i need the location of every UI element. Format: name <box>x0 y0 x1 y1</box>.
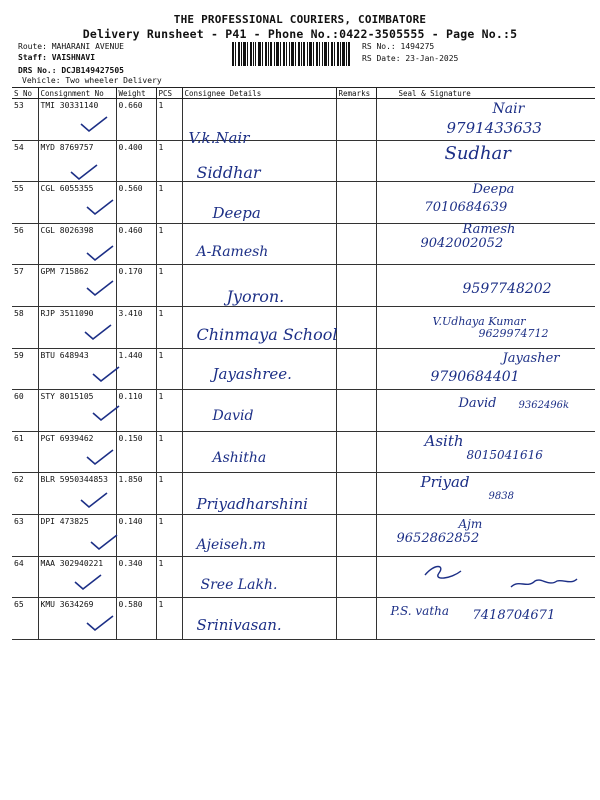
table-row <box>12 348 595 390</box>
table-row <box>12 99 595 141</box>
cell-consignee <box>182 265 336 307</box>
cell-pcs: 1 <box>156 348 182 390</box>
rs-date: RS Date: 23-Jan-2025 <box>362 54 459 63</box>
checkmark-icon <box>79 115 109 133</box>
cell-signature <box>376 431 595 473</box>
checkmark-icon <box>89 533 119 551</box>
consignee-handwriting: Jayashree. <box>212 364 292 383</box>
cell-weight: 0.660 <box>116 99 156 141</box>
cell-sno: 65 <box>12 598 38 640</box>
cell-signature <box>376 598 595 640</box>
cell-pcs: 1 <box>156 598 182 640</box>
cell-consignment <box>38 223 116 265</box>
route-label: Route: MAHARANI AVENUE <box>18 42 124 51</box>
consignment-number: RJP 3511090 <box>40 308 94 318</box>
signature-scribble <box>421 561 581 593</box>
consignment-number: MYD 8769757 <box>40 142 94 152</box>
cell-sno: 58 <box>12 306 38 348</box>
checkmark-icon <box>85 198 115 216</box>
consignment-number: CGL 8026398 <box>40 225 94 235</box>
consignee-handwriting: Deepa <box>212 204 261 223</box>
cell-weight: 0.170 <box>116 265 156 307</box>
cell-remarks <box>336 431 376 473</box>
cell-pcs: 1 <box>156 306 182 348</box>
cell-sno: 56 <box>12 223 38 265</box>
consignee-handwriting: A-Ramesh <box>196 243 269 260</box>
consignment-number: MAA 302940221 <box>40 558 104 568</box>
cell-consignment <box>38 306 116 348</box>
checkmark-icon <box>85 279 115 297</box>
cell-remarks <box>336 306 376 348</box>
consignment-number: BTU 648943 <box>40 350 89 360</box>
cell-consignment <box>38 348 116 390</box>
signature-handwriting: Jayasher <box>502 350 560 366</box>
col-remarks: Remarks <box>336 88 376 99</box>
cell-weight: 1.440 <box>116 348 156 390</box>
cell-consignment <box>38 99 116 141</box>
cell-signature <box>376 223 595 265</box>
checkmark-icon <box>83 323 113 341</box>
cell-consignee <box>182 182 336 224</box>
cell-sno: 55 <box>12 182 38 224</box>
cell-sno: 59 <box>12 348 38 390</box>
table-row <box>12 556 595 598</box>
cell-signature <box>376 265 595 307</box>
cell-consignment <box>38 431 116 473</box>
cell-consignee <box>182 556 336 598</box>
cell-sno: 53 <box>12 99 38 141</box>
cell-pcs: 1 <box>156 265 182 307</box>
table-row <box>12 265 595 307</box>
drs-number: DRS No.: DCJB149427505 <box>18 66 124 75</box>
consignee-handwriting: Sree Lakh. <box>200 576 278 593</box>
cell-weight: 0.340 <box>116 556 156 598</box>
cell-pcs: 1 <box>156 182 182 224</box>
signature-handwriting: Asith <box>424 431 464 450</box>
cell-pcs: 1 <box>156 431 182 473</box>
consignment-number: DPI 473825 <box>40 516 89 526</box>
cell-pcs: 1 <box>156 473 182 515</box>
consignee-handwriting: Ashitha <box>212 449 267 466</box>
cell-signature <box>376 99 595 141</box>
runsheet-title: Delivery Runsheet - P41 - Phone No.:0422-3505555 - Page No.:5 <box>82 27 518 41</box>
table-row <box>12 306 595 348</box>
cell-consignee <box>182 140 336 182</box>
consignment-number: GPM 715862 <box>40 267 89 277</box>
cell-weight: 1.850 <box>116 473 156 515</box>
signature-handwriting: Priyad <box>420 473 470 492</box>
cell-consignment <box>38 473 116 515</box>
checkmark-icon <box>79 491 109 509</box>
cell-consignee <box>182 306 336 348</box>
cell-sno: 57 <box>12 265 38 307</box>
cell-sno: 54 <box>12 140 38 182</box>
col-consignee: Consignee Details <box>182 88 336 99</box>
table-row <box>12 223 595 265</box>
cell-consignment <box>38 556 116 598</box>
cell-pcs: 1 <box>156 556 182 598</box>
cell-consignee <box>182 223 336 265</box>
cell-remarks <box>336 99 376 141</box>
cell-signature <box>376 306 595 348</box>
cell-weight: 0.140 <box>116 514 156 556</box>
company-title: THE PROFESSIONAL COURIERS, COIMBATORE <box>173 13 427 26</box>
signature-handwriting: Ramesh <box>462 221 516 237</box>
signature-handwriting: David <box>458 396 497 412</box>
phone-handwriting: 9629974712 <box>478 326 549 340</box>
cell-consignment <box>38 598 116 640</box>
rs-number: RS No.: 1494275 <box>362 42 435 51</box>
cell-weight: 0.400 <box>116 140 156 182</box>
cell-consignee <box>182 348 336 390</box>
cell-signature <box>376 348 595 390</box>
cell-weight: 0.150 <box>116 431 156 473</box>
cell-consignment <box>38 182 116 224</box>
signature-handwriting: P.S. vatha <box>390 604 450 619</box>
cell-pcs: 1 <box>156 140 182 182</box>
cell-remarks <box>336 223 376 265</box>
cell-pcs: 1 <box>156 514 182 556</box>
phone-handwriting: 9838 <box>488 491 514 503</box>
phone-handwriting: 9597748202 <box>462 281 552 298</box>
cell-consignee <box>182 99 336 147</box>
consignee-handwriting: Siddhar <box>196 162 261 182</box>
cell-consignment <box>38 140 116 182</box>
cell-remarks <box>336 140 376 182</box>
phone-handwriting: 9791433633 <box>446 119 542 137</box>
cell-signature <box>376 390 595 432</box>
consignment-number: CGL 6055355 <box>40 184 94 194</box>
col-consignment: Consignment No <box>38 88 116 99</box>
cell-consignee <box>182 390 336 432</box>
cell-signature <box>376 140 595 182</box>
cell-signature <box>376 473 595 515</box>
consignee-handwriting: V.k.Nair <box>188 129 250 147</box>
barcode <box>232 42 350 66</box>
cell-pcs: 1 <box>156 390 182 432</box>
cell-sno: 64 <box>12 556 38 598</box>
col-sno: S No <box>12 88 38 99</box>
table-row <box>12 390 595 432</box>
cell-pcs: 1 <box>156 99 182 141</box>
signature-handwriting: Deepa <box>472 182 515 198</box>
table-row <box>12 431 595 473</box>
checkmark-icon <box>85 448 115 466</box>
cell-signature <box>376 514 595 556</box>
phone-handwriting: 9652862852 <box>396 530 480 546</box>
signature-handwriting: V.Udhaya Kumar <box>432 314 526 328</box>
cell-consignee <box>182 514 336 556</box>
consignment-number: KMU 3634269 <box>40 600 94 610</box>
table-header-row <box>12 88 595 99</box>
consignee-handwriting: Ajeiseh.m <box>196 536 266 553</box>
table-row <box>12 473 595 515</box>
cell-remarks <box>336 598 376 640</box>
cell-consignee <box>182 431 336 473</box>
cell-weight: 0.460 <box>116 223 156 265</box>
runsheet-table <box>12 87 595 640</box>
cell-weight: 0.110 <box>116 390 156 432</box>
consignment-number: BLR 5950344853 <box>40 475 108 485</box>
table-row <box>12 514 595 556</box>
cell-consignment <box>38 265 116 307</box>
col-pcs: PCS <box>156 88 182 99</box>
cell-sno: 61 <box>12 431 38 473</box>
signature-handwriting: Ajm <box>458 516 483 531</box>
cell-signature <box>376 556 595 598</box>
cell-sno: 63 <box>12 514 38 556</box>
cell-remarks <box>336 182 376 224</box>
table-row <box>12 598 595 640</box>
signature-handwriting: Sudhar <box>444 142 511 164</box>
cell-consignment <box>38 390 116 432</box>
phone-handwriting: 9042002052 <box>420 235 504 251</box>
vehicle-label: Vehicle: Two wheeler Delivery <box>22 76 162 85</box>
phone-handwriting: 9790684401 <box>430 368 520 385</box>
cell-remarks <box>336 556 376 598</box>
consignment-number: STY 8015105 <box>40 392 94 402</box>
phone-handwriting: 7418704671 <box>472 608 556 624</box>
cell-weight: 0.560 <box>116 182 156 224</box>
consignment-number: TMI 30331140 <box>40 101 99 110</box>
cell-weight: 0.580 <box>116 598 156 640</box>
checkmark-icon <box>85 244 115 262</box>
cell-remarks <box>336 265 376 307</box>
cell-remarks <box>336 473 376 515</box>
phone-handwriting: 7010684639 <box>424 200 508 216</box>
table-row <box>12 182 595 224</box>
cell-consignee <box>182 473 336 515</box>
cell-remarks <box>336 348 376 390</box>
consignee-handwriting: Jyoron. <box>226 287 285 307</box>
cell-sno: 62 <box>12 473 38 515</box>
cell-sno: 60 <box>12 390 38 432</box>
consignee-handwriting: Srinivasan. <box>196 616 282 635</box>
cell-pcs: 1 <box>156 223 182 265</box>
phone-handwriting: 8015041616 <box>466 447 543 462</box>
consignee-handwriting: David <box>212 408 254 425</box>
phone-handwriting: 9362496k <box>518 400 570 412</box>
checkmark-icon <box>69 163 99 181</box>
cell-consignment <box>38 514 116 556</box>
consignment-number: PGT 6939462 <box>40 433 94 443</box>
checkmark-icon <box>85 614 115 632</box>
col-signature: Seal & Signature <box>376 88 595 99</box>
consignee-handwriting: Chinmaya School <box>196 324 338 344</box>
cell-remarks <box>336 514 376 556</box>
cell-remarks <box>336 390 376 432</box>
checkmark-icon <box>73 573 103 591</box>
consignee-handwriting: Priyadharshini <box>196 495 308 514</box>
cell-consignee <box>182 598 336 640</box>
signature-handwriting: Nair <box>492 101 525 117</box>
col-weight: Weight <box>116 88 156 99</box>
table-row <box>12 140 595 182</box>
cell-weight: 3.410 <box>116 306 156 348</box>
staff-label: Staff: VAISHNAVI <box>18 53 96 62</box>
cell-signature <box>376 182 595 224</box>
